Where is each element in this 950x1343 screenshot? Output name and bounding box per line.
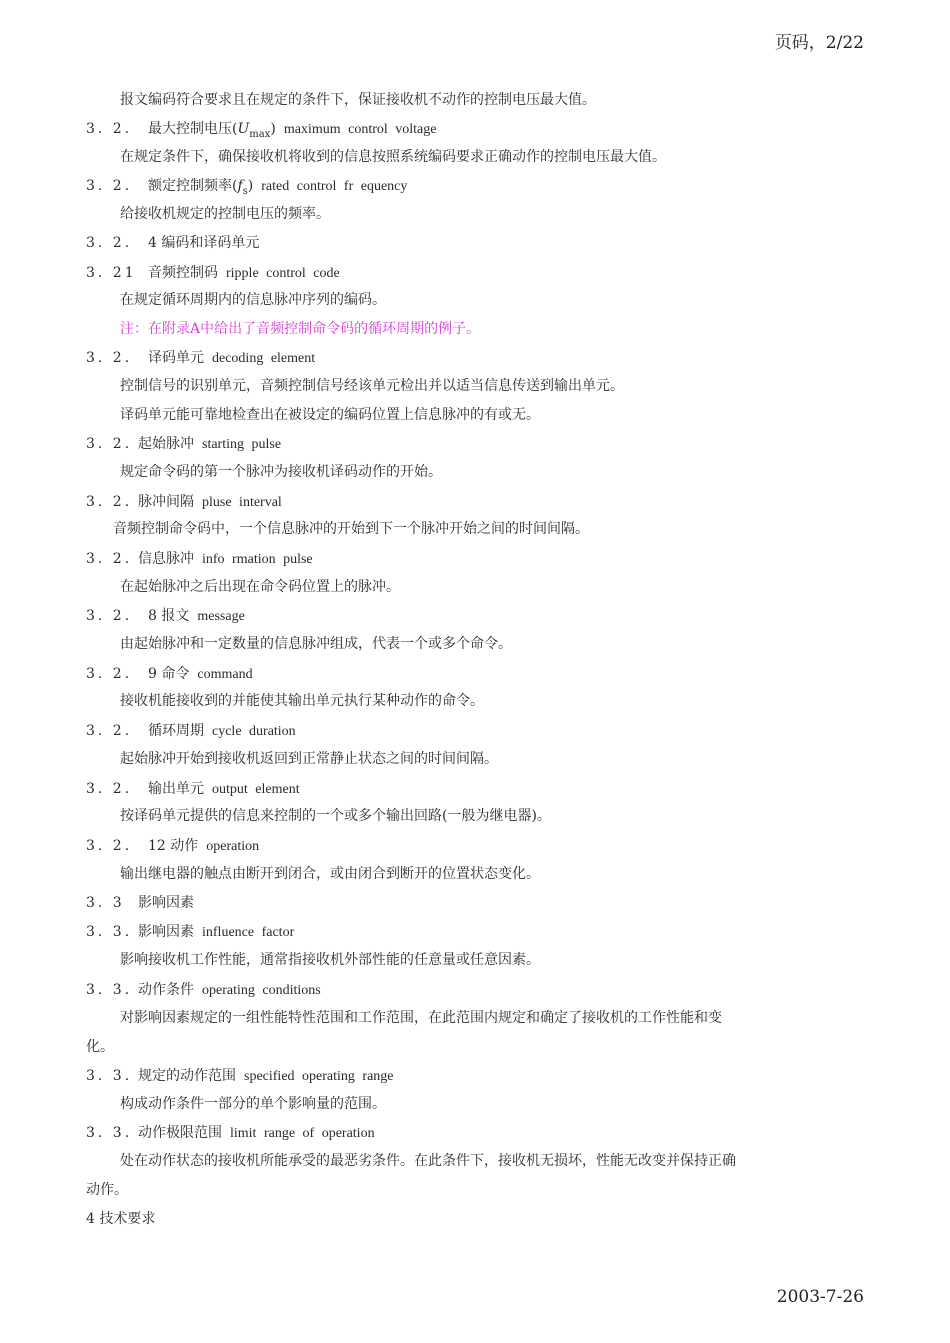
term-description: 在规定循环周期内的信息脉冲序列的编码。: [120, 292, 386, 308]
term-zh: 9 命令: [148, 666, 190, 682]
term-description: 在规定条件下，确保接收机将收到的信息按照系统编码要求正确动作的控制电压最大值。: [120, 149, 666, 165]
term-description: 按译码单元提供的信息来控制的一个或多个输出回路(一般为继电器)。: [120, 808, 551, 824]
term-en: maximum control voltage: [283, 122, 437, 137]
term-line: [86, 119, 436, 145]
term-number: 3. 2.: [86, 551, 133, 567]
term-line: [86, 922, 294, 943]
term-en: pluse interval: [202, 495, 282, 510]
term-description: 规定命令码的第一个脉冲为接收机译码动作的开始。: [120, 464, 442, 480]
term-number: 3. 2.: [86, 666, 133, 682]
term-number: 3. 3.: [86, 924, 133, 940]
term-en: output element: [212, 782, 300, 797]
term-number: 3. 2.: [86, 178, 133, 194]
term-subscript: max: [249, 129, 271, 140]
term-en: ripple control code: [226, 266, 340, 281]
term-number: 3. 2.: [86, 350, 133, 366]
section-number: 3. 3: [86, 895, 125, 911]
term-number: 3. 2.: [86, 838, 133, 854]
term-zh: 输出单元: [148, 781, 204, 797]
term-description: 音频控制命令码中，一个信息脉冲的开始到下一个脉冲开始之间的时间间隔。: [113, 521, 589, 537]
term-zh: 最大控制电压(: [148, 121, 238, 137]
term-zh: 脉冲间隔: [138, 494, 194, 510]
section-number: 3. 2.: [86, 235, 133, 251]
term-description: 影响接收机工作性能，通常指接收机外部性能的任意量或任意因素。: [120, 952, 540, 968]
term-number: 3. 2.: [86, 436, 133, 452]
term-description: 起始脉冲开始到接收机返回到正常静止状态之间的时间间隔。: [120, 751, 498, 767]
section-title: 4 编码和译码单元: [148, 235, 260, 251]
term-en: cycle duration: [212, 724, 296, 739]
term-description: 控制信号的识别单元，音频控制信号经该单元检出并以适当信息传送到输出单元。: [120, 378, 624, 394]
term-line: [86, 549, 313, 570]
term-description: 在起始脉冲之后出现在命令码位置上的脉冲。: [120, 579, 400, 595]
term-number: 3. 3.: [86, 1068, 133, 1084]
term-subscript: s: [242, 186, 248, 197]
term-symbol: U: [237, 121, 250, 137]
term-line: [86, 606, 245, 627]
section-heading: [86, 893, 194, 913]
term-description: 输出继电器的触点由断开到闭合，或由闭合到断开的位置状态变化。: [120, 866, 540, 882]
term-zh: 12 动作: [148, 838, 199, 854]
term-number: 3. 2.: [86, 781, 133, 797]
term-description: 对影响因素规定的一组性能特性范围和工作范围，在此范围内规定和确定了接收机的工作性能和变: [120, 1010, 722, 1026]
term-zh: 译码单元: [148, 350, 204, 366]
term-zh: 循环周期: [148, 723, 204, 739]
term-en: operating conditions: [202, 983, 321, 998]
term-number: 3. 2.: [86, 608, 133, 624]
term-en: specified operating range: [244, 1069, 394, 1084]
term-line: [86, 434, 281, 455]
term-description: 给接收机规定的控制电压的频率。: [120, 206, 330, 222]
term-line: [86, 836, 259, 857]
page-date: 2003-7-26: [776, 1287, 864, 1307]
term-zh-end: ): [247, 178, 254, 194]
term-zh: 规定的动作范围: [138, 1068, 236, 1084]
term-description: 构成动作条件一部分的单个影响量的范围。: [120, 1096, 386, 1112]
section-heading: [86, 233, 259, 253]
term-number: 3. 2.: [86, 494, 133, 510]
term-zh: 信息脉冲: [138, 551, 194, 567]
term-zh: 音频控制码: [148, 265, 218, 281]
page-number: 页码，2/22: [774, 33, 864, 53]
term-zh: 动作极限范围: [138, 1125, 222, 1141]
term-en: info rmation pulse: [202, 552, 313, 567]
term-number: 3. 3.: [86, 982, 133, 998]
term-line: [86, 176, 407, 202]
chapter-heading: 4 技术要求: [86, 1211, 156, 1227]
term-line: [86, 1123, 375, 1144]
term-en: rated control fr equency: [261, 179, 408, 194]
term-line: [86, 664, 253, 685]
term-number: 3. 3.: [86, 1125, 133, 1141]
term-line: [86, 1066, 394, 1087]
term-description-continued: 动作。: [86, 1182, 128, 1198]
term-line: [86, 492, 282, 513]
term-description: 译码单元能可靠地检查出在被设定的编码位置上信息脉冲的有或无。: [120, 407, 540, 423]
term-line: [86, 721, 296, 742]
term-zh-end: ): [270, 121, 276, 137]
term-en: message: [197, 609, 245, 624]
term-description: 由起始脉冲和一定数量的信息脉冲组成，代表一个或多个命令。: [120, 636, 512, 652]
term-line: [86, 348, 315, 369]
term-number: 3. 2.: [86, 121, 133, 137]
term-number: 3. 21: [86, 265, 137, 281]
term-zh: 动作条件: [138, 982, 194, 998]
term-description: 处在动作状态的接收机所能承受的最恶劣条件。在此条件下，接收机无损坏，性能无改变并保持正确: [120, 1153, 736, 1169]
term-en: decoding element: [212, 351, 316, 366]
term-zh: 影响因素: [138, 924, 194, 940]
term-en: operation: [206, 839, 260, 854]
term-zh: 起始脉冲: [138, 436, 194, 452]
intro-text: 报文编码符合要求且在规定的条件下，保证接收机不动作的控制电压最大值。: [120, 92, 596, 108]
term-line: [86, 263, 340, 284]
term-description: 接收机能接收到的并能使其输出单元执行某种动作的命令。: [120, 693, 484, 709]
term-en: starting pulse: [202, 437, 282, 452]
term-zh: 额定控制频率(: [148, 178, 238, 194]
section-title: 影响因素: [138, 895, 194, 911]
term-line: [86, 980, 321, 1001]
term-description-continued: 化。: [86, 1039, 114, 1055]
term-en: limit range of operation: [230, 1126, 375, 1141]
term-line: [86, 779, 300, 800]
note-text: 注：在附录A中给出了音频控制命令码的循环周期的例子。: [120, 321, 481, 337]
term-symbol: f: [237, 178, 243, 194]
term-zh: 8 报文: [148, 608, 190, 624]
term-en: command: [197, 667, 253, 682]
term-en: influence factor: [202, 925, 295, 940]
term-number: 3. 2.: [86, 723, 133, 739]
